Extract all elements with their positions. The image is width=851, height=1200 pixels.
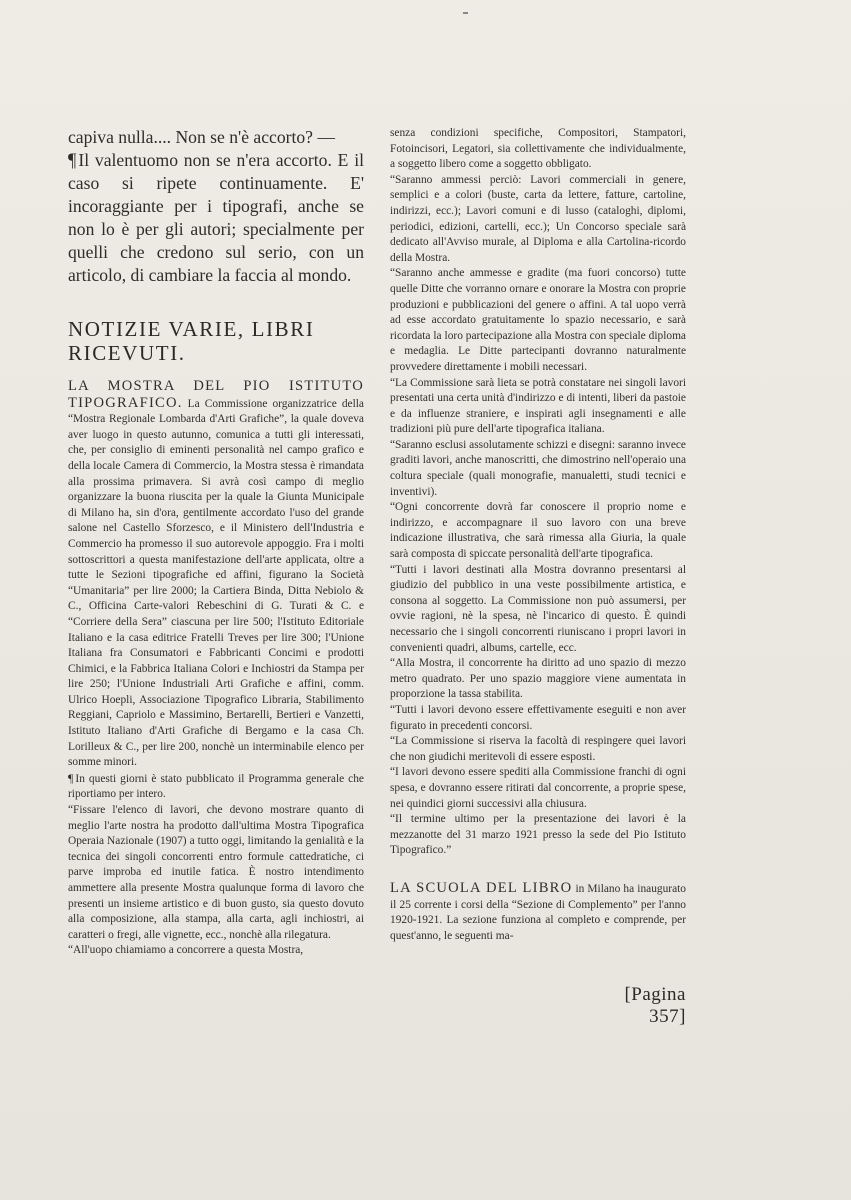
- right-body: [390, 126, 686, 944]
- left-column: [68, 126, 364, 959]
- body-paragraph: “La Commissione si riserva la facoltà di respingere quei lavori che non giudichi meritevoli di essere esposti.: [390, 735, 686, 763]
- mostra-paragraph: [68, 379, 364, 771]
- scuola-paragraph: [390, 881, 686, 944]
- scuola-text: in Milano ha inaugurato il 25 corrente i corsi della “Sezione di Complemento” per l'anno 1920-1921. La sezione funziona al completo e comprende, per quest'anno, le seguenti ma-: [390, 882, 686, 942]
- body-paragraph: “Alla Mostra, il concorrente ha diritto ad uno spazio di mezzo metro quadrato. Per uno spazio maggiore viene aumentata in proporzione la tassa stabilita.: [390, 657, 686, 701]
- left-body: [68, 379, 364, 959]
- scuola-heading: LA SCUOLA DEL LIBRO: [390, 879, 573, 896]
- program-paragraph: [68, 771, 364, 803]
- body-paragraph: “Saranno ammessi perciò: Lavori commerciali in genere, semplici e a colori (buste, carta da lettere, fatture, cartoline, indirizzi, ecc.); Lavori comuni e di lusso (cataloghi, diplomi, periodici, edizioni, cartelli, ecc.); Un Concorso speciale sarà dedicato all'Avviso murale, al Diploma e alla Cartolina-ricordo della Mostra.: [390, 173, 686, 264]
- body-paragraph: “Saranno esclusi assolutamente schizzi e disegni: saranno invece graditi lavori, anche manoscritti, che dimostrino nell'operaio una coltura speciale (quali monografie, manualetti, studi tecnici e inventivi).: [390, 438, 686, 498]
- body-paragraph: “La Commissione sarà lieta se potrà constatare nei singoli lavori presentati una certa unità d'indirizzo e di intenti, liberi da pastoie e da influenze straniere, e inspirati agli insegnamenti e alle tradizioni più pure dell'arte tipografica italiana.: [390, 376, 686, 436]
- body-paragraph: “Ogni concorrente dovrà far conoscere il proprio nome e indirizzo, e accompagnare il suo lavoro con una breve indicazione illustrativa, che sarà rimessa alla Giuria, la quale sarà composta di spiccate personalità dell'arte tipografica.: [390, 501, 686, 561]
- body-paragraph: “I lavori devono essere spediti alla Commissione franchi di ogni spesa, e dovranno essere ritirati dal concorrente, a proprie spese, nei quindici giorni successivi alla chiusura.: [390, 766, 686, 810]
- lead-line-1: capiva nulla.... Non se n'è accorto? —: [68, 127, 335, 147]
- lead-paragraph: [68, 149, 364, 287]
- pilcrow-icon: ¶: [68, 770, 74, 785]
- program-text: In questi giorni è stato pubblicato il Programma generale che riportiamo per intero.: [68, 772, 364, 801]
- page-mark: [463, 12, 468, 14]
- body-paragraph: “Tutti i lavori destinati alla Mostra dovranno presentarsi al giudizio del pubblico in una veste possibilmente artistica, e consona al soggetto. La Commissione non può assumersi, per ovvie ragioni, nè la spesa, nè l'incarico di questo. È quindi necessario che i singoli concorrenti riuniscano i propri lavori in convenienti quadri, albums, cartelle, ecc.: [390, 563, 686, 654]
- body-paragraph: “Il termine ultimo per la presentazione dei lavori è la mezzanotte del 31 marzo 1921 presso la sede del Pio Istituto Tipografico.”: [390, 813, 686, 857]
- body-paragraph: “Fissare l'elenco di lavori, che devono mostrare quanto di meglio l'arte nostra ha prodotto dall'ultima Mostra Tipografica Operaia Nazionale (1907) a tutto oggi, limitando la genialità e la tecnica dei singoli concorrenti entro formule cattedratiche, ci parve improba ed inutile fatica. È nostro intendimento ammettere alla presente Mostra qualunque forma di lavoro che presenti un insieme artistico e di buon gusto, sia questo dovuto alla composizione, alla stampa, alla carta, agli inchiostri, ai caratteri o fregi, alle vignette, ecc., nonchè alla rilegatura.: [68, 804, 364, 941]
- mostra-text: La Commissione organizzatrice della “Mostra Regionale Lombarda d'Arti Grafiche”, la quale doveva aver luogo in questo autunno, comunica a tutti gli interessati, che, per consiglio di eminenti personalità nel campo grafico e della locale Camera di Commercio, la Mostra stessa è rimandata alla prossima primavera. Si avrà così campo di meglio organizzare la buona riuscita per la quale la Giunta Municipale di Milano ha, sin d'ora, gentilmente accordato l'uso del grande salone nel Castello Sforzesco, e il Ministero dell'Industria e Commercio ha promesso il suo autorevole appoggio. Fra i molti sottoscrittori a questa manifestazione dell'arte applicata, oltre a tutte le Sezioni tipografiche ed affini, figurano la Società “Umanitaria” per lire 2000; la Cartiera Binda, Ditta Nebiolo & C., Officina Carte-valori Rebeschini di G. Turati & C. e “Corriere della Sera” ciascuna per lire 500; l'Istituto Editoriale Italiano e la casa editrice Fratelli Treves per lire 300; l'Unione Italiana fra Consumatori e Fabbricanti Concimi e prodotti Chimici, e la Fabbrica Italiana Colori e Inchiostri da Stampa per lire 250; l'Unione Industriali Arti Grafiche e affini, comm. Ulrico Hoepli, Associazione Tipografico Libraria, Stabilimento Reggiani, Capriolo e Massimino, Bertarelli, Bertieri e Vanzetti, Istituto Italiano d'Arti Grafiche di Bergamo e la casa Ch. Lorilleux & C., per lire 200, nonchè un interminabile elenco per somme minori.: [68, 397, 364, 769]
- right-column: [390, 126, 686, 944]
- page-number: [Pagina 357]: [624, 984, 686, 1027]
- body-paragraph: “All'uopo chiamiamo a concorrere a questa Mostra,: [68, 944, 304, 957]
- pilcrow-icon: ¶: [68, 150, 77, 170]
- lead-paragraph-text: Il valentuomo non se n'era accorto. E il caso si ripete continuamente. E' incoraggiante per i tipografi, anche se non lo è per gli autori; specialmente per quelli che credono sul serio, con un articolo, di cambiare la faccia al mondo.: [68, 150, 364, 285]
- body-paragraph: senza condizioni specifiche, Compositori, Stampatori, Fotoincisori, Legatori, sia collettivamente che individualmente, a soggetto libero come a soggetto obbligato.: [390, 127, 686, 171]
- lead-text: [68, 126, 364, 287]
- section-title: NOTIZIE VARIE, LIBRI RICEVUTI.: [68, 317, 315, 365]
- body-paragraph: “Tutti i lavori devono essere effettivamente eseguiti e non aver figurato in precedenti concorsi.: [390, 703, 686, 732]
- body-paragraph: “Saranno anche ammesse e gradite (ma fuori concorso) tutte quelle Ditte che vorranno ornare e onorare la Mostra con proprie produzioni e pubblicazioni del genere o affini. A tal uopo verrà ad esse accordato gratuitamente lo spazio necessario, e sarà ricordata la loro partecipazione alla Mostra con speciale diploma e medaglia. Le Ditte partecipanti dovranno naturalmente provvedere direttamente i mobili necessari.: [390, 267, 686, 373]
- mostra-heading: LA MOSTRA DEL PIO ISTITUTO TIPOGRAFICO.: [68, 378, 364, 411]
